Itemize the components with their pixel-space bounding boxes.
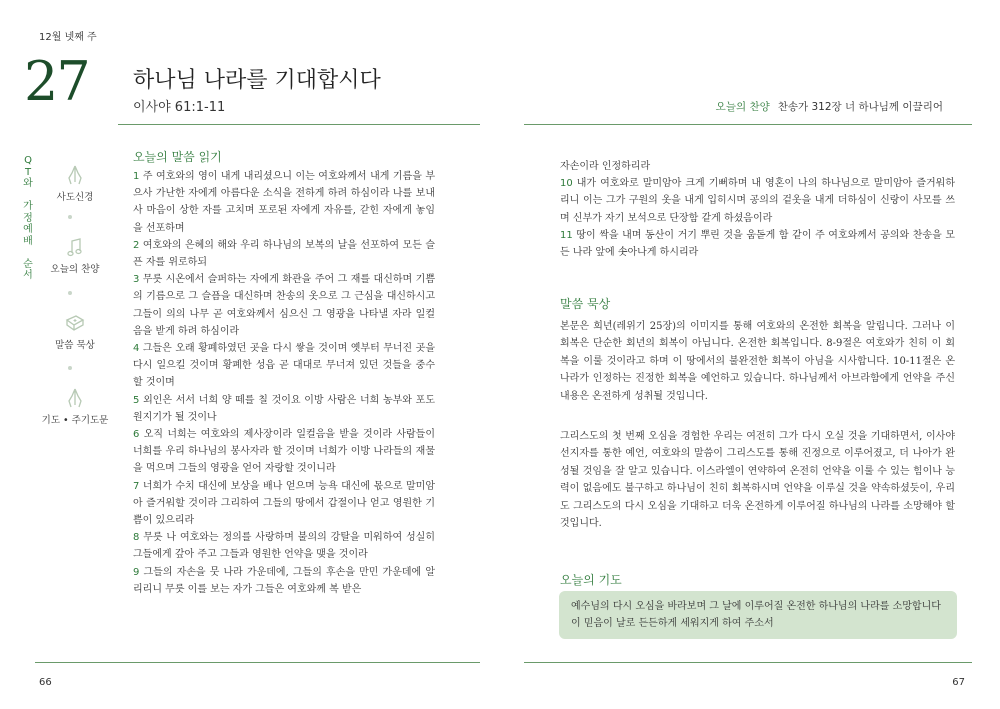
vertical-title-char: T: [24, 166, 32, 178]
week-label: 12월 넷째 주: [39, 32, 97, 43]
vertical-title-char: [22, 190, 34, 202]
header-rule-right: [524, 124, 972, 125]
verse-number: 9: [133, 566, 140, 578]
page-number-right: 67: [952, 677, 965, 688]
meditation-heading: 말씀 묵상: [560, 297, 611, 311]
vertical-title-char: Q: [24, 155, 32, 166]
sidebar-item-meditation: [40, 312, 110, 351]
verse-number: 6: [133, 429, 140, 441]
verse-number: 2: [133, 239, 140, 251]
verse-text: 외인은 서서 너희 양 떼를 칠 것이요 이방 사람은 너희 농부와 포도원지기가 될 것이나: [133, 394, 435, 423]
verse-text: 주 여호와의 영이 내게 내리셨으니 이는 여호와께서 내게 기름을 부으사 가난한 자에게 아름다운 소식을 전하게 하려 하심이라 나를 보내사 마음이 상한 자를 고치며 포로된 자에게 자유를, 갇힌 자에게 놓임을 선포하며: [133, 171, 435, 234]
verse: [133, 426, 435, 478]
day-number: 27: [24, 50, 89, 113]
sidebar-item-hymn: [40, 236, 110, 275]
sidebar-item-label: 사도신경: [56, 192, 94, 203]
sidebar-item-apostles-creed: [40, 164, 110, 203]
verse: [560, 175, 955, 227]
verse: [133, 478, 435, 530]
meditation-paragraph: 그리스도의 첫 번째 오심을 경험한 우리는 여전히 그가 다시 오실 것을 기대하면서, 이사야 선지자를 통한 예언, 여호와의 말씀이 그리스도를 통해 진정으로 이루어졌고, 더 나아가 완성될 것임을 잘 알고 있습니다. 이스라엘이 연약하여 온전히 언약을 이룰 수 있는 힘이나 능력이 없음에도 불구하고 하나님이 친히 회복하시며 언약을 이루실 것을 약속하셨듯이, 우리도 그리스도의 다시 오심을 기대하고 더욱 온전하게 이루어질 하나님의 나라를 소망해야 할 것입니다.: [560, 431, 955, 530]
prayer-line: 예수님의 다시 오심을 바라보며 그 날에 이루어질 온전한 하나님의 나라를 소망합니다: [571, 601, 941, 612]
verse-text: 땅이 싹을 내며 동산이 거기 뿌린 것을 움돋게 함 같이 주 여호와께서 공의와 찬송을 모든 나라 앞에 솟아나게 하시리라: [560, 229, 955, 259]
sidebar-item-prayer: [40, 387, 110, 426]
reading-heading: 오늘의 말씀 읽기: [133, 150, 222, 164]
page-number-left: 66: [39, 677, 52, 688]
verse-number: 10: [560, 178, 573, 190]
verse-text: 무릇 시온에서 슬퍼하는 자에게 화관을 주어 그 재를 대신하며 기쁨의 기름으로 그 슬픔을 대신하며 찬송의 옷으로 그 근심을 대신하시고 그들이 의의 나무 곧 여호와께서 심으신 그 영광을 나타낼 자라 일컬음을 받게 하려 하심이라: [133, 274, 435, 337]
praying-hands-icon: [65, 164, 85, 186]
verse: [560, 227, 955, 261]
verse: [133, 168, 435, 237]
sidebar-dot: [68, 215, 72, 219]
vertical-title-char: 정: [23, 212, 33, 224]
verse-number: 8: [133, 532, 140, 544]
prayer-line: 이 믿음이 날로 든든하게 세워지게 하여 주소서: [571, 618, 774, 629]
verse-text: 여호와의 은혜의 해와 우리 하나님의 보복의 날을 선포하여 모든 슬픈 자를 위로하되: [133, 239, 435, 269]
bible-icon: [64, 312, 86, 334]
hymn-label: 오늘의 찬양: [715, 101, 770, 113]
music-note-icon: [65, 236, 85, 258]
prayer-heading: 오늘의 기도: [560, 573, 622, 587]
sidebar-dot: [68, 291, 72, 295]
verse-number: 7: [133, 480, 140, 492]
verse-text: 내가 여호와로 말미암아 크게 기뻐하며 내 영혼이 나의 하나님으로 말미암아 즐거워하리니 이는 그가 구원의 옷을 내게 입히시며 공의의 겉옷을 내게 더하심이 신랑이 사모를 쓰며 신부가 자기 보석으로 단장함 같게 하셨음이라: [560, 178, 955, 224]
vertical-title-char: 가: [23, 201, 33, 212]
verse-text: 무릇 나 여호와는 정의를 사랑하며 불의의 강탈을 미워하여 성실히 그들에게 갚아 주고 그들과 영원한 언약을 맺을 것이라: [133, 532, 435, 561]
verse-text: 그들의 자손을 뭇 나라 가운데에, 그들의 후손을 만민 가운데에 알리리니 무릇 이를 보는 자가 그들은 여호와께 복 받은: [133, 566, 435, 595]
verse-number: 1: [133, 171, 140, 182]
sidebar-item-label: 기도 • 주기도문: [41, 415, 109, 426]
vertical-title-char: 순: [23, 258, 33, 270]
verse: [133, 340, 435, 392]
verse-text: 오직 너희는 여호와의 제사장이라 일컬음을 받을 것이라 사람들이 너희를 우리 하나님의 봉사자라 할 것이며 너희가 이방 나라들의 재물을 먹으며 그들의 영광을 얻어 자랑할 것이니라: [133, 429, 435, 475]
vertical-title-char: [22, 247, 34, 259]
praying-hands-icon: [65, 387, 85, 409]
verse-text: 그들은 오래 황폐하였던 곳을 다시 쌓을 것이며 옛부터 무너진 곳을 다시 일으킬 것이며 황폐한 성읍 곧 대대로 무너져 있던 것들을 중수할 것이며: [133, 343, 435, 389]
verse-text: 너희가 수치 대신에 보상을 배나 얻으며 능욕 대신에 몫으로 말미암아 즐거워할 것이라 그리하여 그들의 땅에서 갑절이나 얻고 영원한 기쁨이 있으리라: [133, 480, 435, 527]
verse-number: 4: [133, 343, 140, 355]
page-title: 하나님 나라를 기대합시다: [133, 68, 381, 93]
continued-verse-text: 자손이라 인정하리라: [560, 161, 651, 172]
scripture-reference: 이사야 61:1-11: [133, 100, 226, 115]
vertical-title-char: 예: [23, 224, 33, 235]
vertical-title-char: 서: [23, 270, 33, 281]
verse: [133, 237, 435, 271]
hymn-title: 찬송가 312장 너 하나님께 이끌리어: [777, 101, 943, 113]
prayer-box: [559, 591, 957, 639]
sidebar-dot: [68, 366, 72, 370]
scripture-reading: [133, 168, 435, 598]
verse-number: 5: [133, 394, 140, 406]
vertical-title-char: 배: [23, 235, 33, 247]
verse-number: 3: [133, 274, 140, 286]
verse: [133, 564, 435, 598]
vertical-section-title: [22, 155, 34, 282]
header-rule-left: [118, 124, 480, 125]
verse-number: 11: [560, 229, 573, 241]
sidebar-item-label: 오늘의 찬양: [50, 264, 100, 275]
footer-rule-left: [35, 662, 480, 663]
verse: [133, 392, 435, 426]
footer-rule-right: [524, 662, 972, 663]
meditation-paragraph: 본문은 희년(레위기 25장)의 이미지를 통해 여호와의 온전한 회복을 알립니다. 그러나 이 회복은 단순한 회년의 회복이 아닙니다. 온전한 회복입니다. 8-9절은 여호와가 친히 이 회복을 이룰 것이라고 하며 이 땅에서의 불완전한 회복이 아님을 시사합니다. 10-11절은 온 나라가 인정하는 진정한 회복을 예언하고 있습니다. 하나님께서 아브라함에게 언약을 주신 내용은 온전하게 성취될 것입니다.: [560, 321, 955, 402]
verse: [133, 529, 435, 563]
hymn-of-the-day: [716, 99, 943, 114]
scripture-reading-continued: [560, 158, 955, 261]
vertical-title-char: 와: [23, 178, 33, 189]
verse: [133, 271, 435, 340]
sidebar-item-label: 말씀 묵상: [55, 340, 95, 351]
